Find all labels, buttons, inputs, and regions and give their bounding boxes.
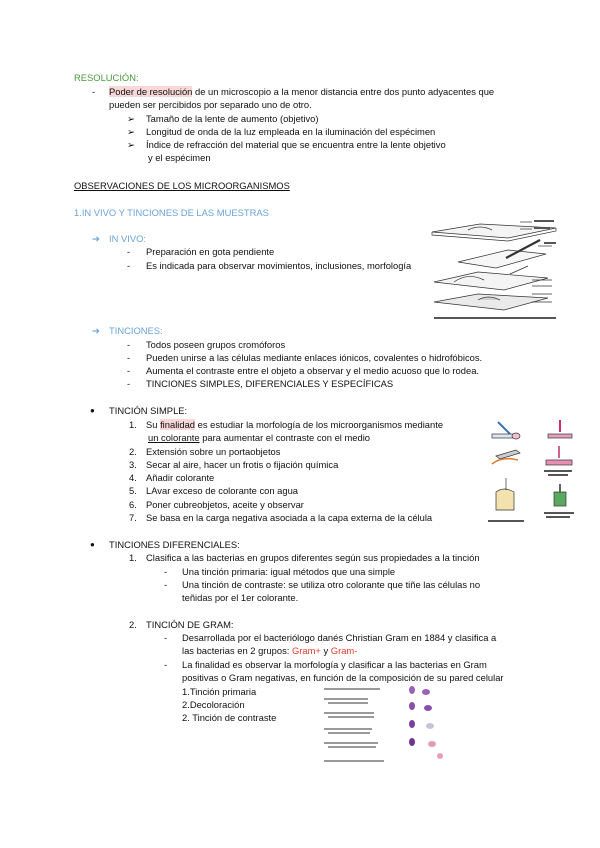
tinciones-item-2: Pueden unirse a las células mediante enlaces iónicos, covalentes o hidrofóbicos. [146,352,483,363]
resolucion-sub-3: Índice de refracción del material que se encuentra entre la lente objetivo [146,139,446,150]
bullet-dash: - [92,86,96,97]
gram-step-2: 2.Decoloración [182,699,245,710]
highlight-text: finalidad [160,419,196,430]
simple-title: TINCIÓN SIMPLE: [109,405,188,416]
hanging-drop-figure [428,214,560,322]
tinciones-item-4: TINCIONES SIMPLES, DIFERENCIALES Y ESPECÍFICAS [146,378,394,389]
arrow-bullet: ➢ [127,139,135,150]
gram-line-2: las bacterias en 2 grupos: Gram+ y Gram- [182,645,358,656]
diferenciales-num: 1. [129,552,137,563]
resolucion-sub-3-cont: y el espécimen [148,152,211,163]
gram-title: TINCIÓN DE GRAM: [146,619,234,630]
simple-item-5: LAvar exceso de colorante con agua [146,485,299,496]
resolucion-sub-1: Tamaño de la lente de aumento (objetivo) [146,113,319,124]
simple-num: 3. [129,459,137,470]
simple-item-3: Secar al aire, hacer un frotis o fijación química [146,459,339,470]
simple-num: 6. [129,499,137,510]
simple-num: 4. [129,472,137,483]
bullet-dash: - [164,566,168,577]
gram-step-1: 1.Tinción primaria [182,686,257,697]
simple-item-7: Se basa en la carga negativa asociada a la capa externa de la célula [146,512,433,523]
simple-item-4: Añadir colorante [146,472,215,483]
gram-line-4: positivas o Gram negativas, en función de la composición de su pared celular [182,672,504,683]
invivo-item-2: Es indicada para observar movimientos, inclusiones, morfología [146,260,412,271]
simple-item-2: Extensión sobre un portaobjetos [146,446,281,457]
diferenciales-sub-2: Una tinción de contraste: se utiliza otro colorante que tiñe las células no [182,579,481,590]
tinciones-item-1: Todos poseen grupos cromóforos [146,339,286,350]
simple-item-1: Su finalidad es estudiar la morfología de los microorganismos mediante [146,419,444,430]
diferenciales-sub-1: Una tinción primaria: igual métodos que una simple [182,566,396,577]
bullet-dash: - [127,339,131,350]
tinciones-title: TINCIONES: [109,325,163,336]
simple-num: 7. [129,512,137,523]
bullet-dot: ● [90,406,95,415]
bullet-dash: - [127,352,131,363]
resolucion-heading: RESOLUCIÓN: [74,72,139,83]
simple-num: 5. [129,485,137,496]
gram-num: 2. [129,619,137,630]
gram-stain-figure [320,684,450,768]
bullet-dash: - [164,659,168,670]
diferenciales-title: TINCIONES DIFERENCIALES: [109,539,240,550]
resolucion-line2: pueden ser percibidos por separado uno de otro. [109,99,312,110]
bullet-dash: - [164,632,168,643]
gram-line-1: Desarrollada por el bacteriólogo danés Christian Gram en 1884 y clasifica a [182,632,497,643]
invivo-title: IN VIVO: [109,233,146,244]
simple-num: 1. [129,419,137,430]
simple-num: 2. [129,446,137,457]
bullet-dot: ● [90,540,95,549]
simple-stain-figure [486,416,582,528]
gram-negative-label: Gram- [330,645,358,656]
diferenciales-item-1: Clasifica a las bacterias en grupos diferentes según sus propiedades a la tinción [146,552,480,563]
diferenciales-sub-2-cont: teñidas por el 1er colorante. [182,592,299,603]
bullet-dash: - [127,378,131,389]
invivo-item-1: Preparación en gota pendiente [146,246,275,257]
simple-item-1-cont: un colorante para aumentar el contraste con el medio [148,432,371,443]
bullet-dash: - [127,365,131,376]
simple-item-6: Poner cubreobjetos, aceite y observar [146,499,304,510]
gram-positive-label: Gram+ [291,645,321,656]
gram-line-3: La finalidad es observar la morfología y clasificar a las bacterias en Gram [182,659,487,670]
bullet-dash: - [127,246,131,257]
arrow-bullet: ➔ [92,233,100,244]
observaciones-heading: OBSERVACIONES DE LOS MICROORGANISMOS [74,180,290,191]
underline-text: un colorante [148,432,200,443]
resolucion-sub-2: Longitud de onda de la luz empleada en la iluminación del espécimen [146,126,436,137]
arrow-bullet: ➢ [127,126,135,137]
tinciones-item-3: Aumenta el contraste entre el objeto a observar y el medio acuoso que lo rodea. [146,365,480,376]
arrow-bullet: ➢ [127,113,135,124]
gram-step-3: 2. Tinción de contraste [182,712,277,723]
arrow-bullet: ➔ [92,325,100,336]
highlight-text: Poder de resolución [109,86,193,97]
resolucion-line1: Poder de resolución de un microscopio a la menor distancia entre dos punto adyacentes que [109,86,495,97]
section-heading: 1.IN VIVO Y TINCIONES DE LAS MUESTRAS [74,207,269,218]
bullet-dash: - [164,579,168,590]
bullet-dash: - [127,260,131,271]
